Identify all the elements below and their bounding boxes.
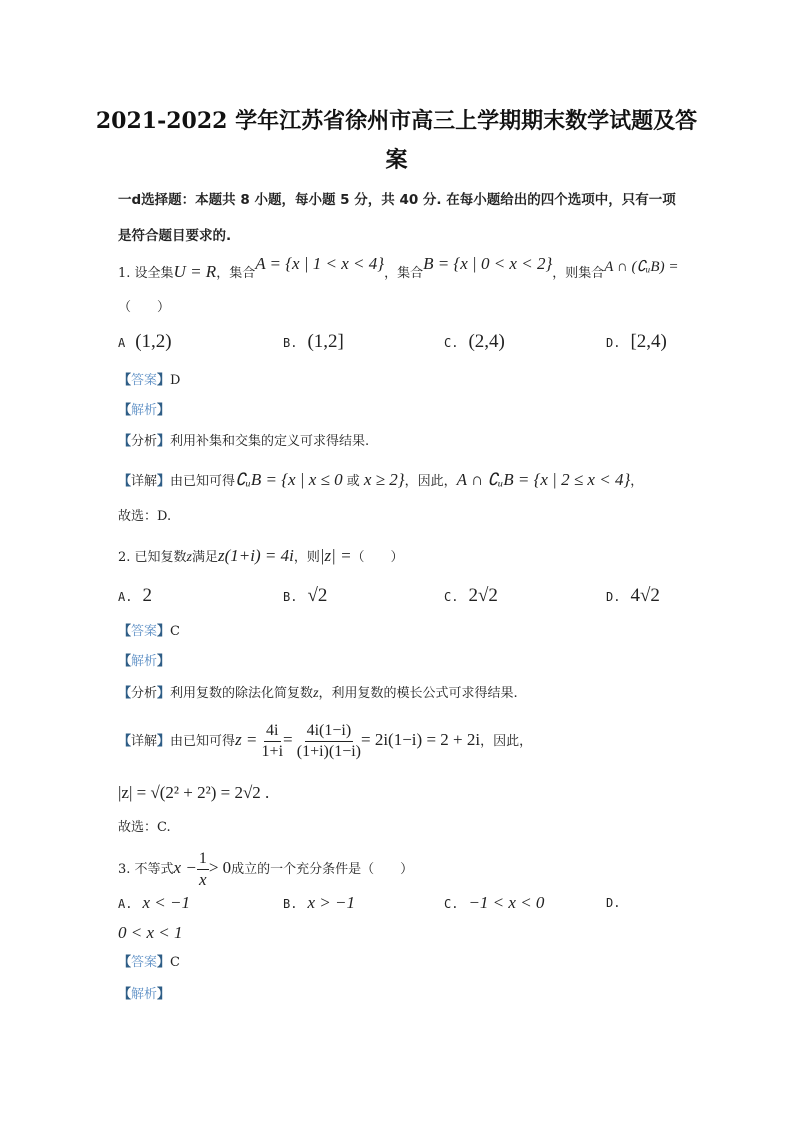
option-label: A. — [118, 590, 133, 604]
option-label: D. — [606, 896, 621, 910]
analysis-tag — [118, 985, 170, 1005]
option-value: 2√2 — [468, 585, 498, 606]
option-value: x < −1 — [142, 893, 190, 912]
math: A ∩ (∁ᵤB) = — [604, 259, 679, 275]
bracket: 】 — [157, 434, 171, 449]
fraction — [297, 721, 361, 762]
fenxi-line — [118, 432, 369, 452]
question-1-stem — [118, 254, 679, 284]
option-value: √2 — [307, 585, 328, 606]
xiangjie-label: 详解 — [131, 734, 158, 749]
numerator: 4i(1−i) — [305, 721, 354, 742]
option-a[interactable] — [118, 892, 190, 915]
conclusion: 故选：C. — [118, 820, 171, 835]
fenxi-label: 分析 — [131, 686, 158, 701]
math: A = {x | 1 < x < 4} — [255, 254, 385, 273]
section-header-cont: 是符合题目要求的. — [118, 228, 232, 244]
option-b[interactable] — [283, 585, 327, 608]
math: z(1+i) = 4i — [218, 546, 294, 565]
answer-tag: 答案 — [131, 624, 158, 639]
text: ，集合 — [384, 266, 424, 281]
bracket: 【 — [118, 373, 132, 388]
math: = — [283, 730, 293, 749]
bracket: 【 — [118, 654, 132, 669]
math: = 2i(1−i) = 2 + 2i — [361, 730, 481, 749]
bracket: 】 — [157, 654, 171, 669]
option-label: C. — [444, 590, 459, 604]
section-header: 一d选择题：本题共 8 小题，每小题 5 分，共 40 分. 在每小题给出的四个选项中，只有一项 — [118, 192, 676, 208]
question-3-stem — [118, 848, 413, 890]
numerator: 1 — [197, 849, 209, 870]
math: > 0 — [208, 858, 232, 877]
analysis-label: 解析 — [131, 654, 158, 669]
option-label: A. — [118, 897, 133, 911]
fenxi-label: 分析 — [131, 434, 158, 449]
bracket: 】 — [157, 403, 171, 418]
numerator: 4i — [264, 721, 280, 742]
bracket: 】 — [157, 955, 171, 970]
answer-line — [118, 371, 180, 391]
option-value: −1 < x < 0 — [468, 893, 545, 912]
bracket: 】 — [157, 624, 171, 639]
xiangjie-line — [118, 720, 532, 762]
text: 3. 不等式 — [118, 862, 174, 877]
answer-tag: 答案 — [131, 373, 158, 388]
modulus-line — [118, 783, 269, 805]
text: 由已知可得 — [170, 734, 236, 749]
option-d-value[interactable] — [118, 923, 183, 945]
text: ，因此， — [404, 474, 457, 489]
bracket: 【 — [118, 434, 132, 449]
answer-value: D — [170, 373, 181, 388]
bracket: 】 — [157, 987, 171, 1002]
question-1-paren: （ ） — [118, 300, 171, 315]
text: ，则 — [293, 550, 320, 565]
question-2-stem — [118, 546, 404, 568]
denominator: (1+i)(1−i) — [296, 743, 361, 760]
denominator: 1+i — [261, 743, 284, 760]
option-value: x > −1 — [307, 893, 355, 912]
option-label: C. — [444, 336, 459, 350]
option-c[interactable] — [444, 331, 505, 354]
option-label: C. — [444, 897, 459, 911]
math: A ∩ ∁ᵤB = {x | 2 ≤ x < 4} — [456, 470, 631, 489]
option-d[interactable] — [606, 892, 620, 914]
option-b[interactable] — [283, 331, 344, 354]
answer-value: C — [170, 955, 180, 970]
option-value: [2,4) — [630, 331, 667, 352]
text: 1. 设全集 — [118, 266, 174, 281]
fraction — [262, 721, 283, 762]
fenxi-line — [118, 684, 518, 704]
bracket: 【 — [118, 624, 132, 639]
math: U = R — [173, 262, 217, 281]
answer-line — [118, 953, 180, 973]
text: 或 — [342, 474, 364, 489]
math: x ≥ 2} — [363, 470, 405, 489]
document-title-line2: 案 — [385, 147, 408, 173]
xiangjie-line — [118, 470, 643, 492]
bracket: 【 — [118, 955, 132, 970]
bracket: 】 — [157, 734, 171, 749]
option-label: D. — [606, 590, 621, 604]
fraction — [197, 849, 209, 890]
math: |z| = √(2² + 2²) = 2√2 . — [118, 783, 270, 802]
bracket: 】 — [157, 686, 171, 701]
xiangjie-label: 详解 — [131, 474, 158, 489]
document-title-line1: 2021-2022 学年江苏省徐州市高三上学期期末数学试题及答 — [95, 108, 698, 134]
answer-value: C — [170, 624, 180, 639]
option-c[interactable] — [444, 585, 498, 608]
text: （ ） — [351, 550, 404, 565]
text: ，因此， — [480, 734, 533, 749]
bracket: 】 — [157, 474, 171, 489]
math: |z| = — [319, 546, 352, 565]
text: 利用复数的除法化简复数 — [170, 686, 314, 701]
text: ， — [630, 474, 644, 489]
bracket: 【 — [118, 474, 132, 489]
math: z — [186, 550, 192, 565]
analysis-tag — [118, 652, 170, 672]
bracket: 【 — [118, 403, 132, 418]
text: 满足 — [192, 550, 219, 565]
analysis-label: 解析 — [131, 987, 158, 1002]
option-d[interactable] — [606, 585, 660, 608]
conclusion: 故选：D. — [118, 509, 172, 524]
bracket: 【 — [118, 987, 132, 1002]
text: 由已知可得 — [170, 474, 236, 489]
option-label: B. — [283, 897, 298, 911]
option-d[interactable] — [606, 331, 667, 354]
denominator: x — [199, 870, 207, 889]
text: 2. 已知复数 — [118, 550, 187, 565]
answer-tag: 答案 — [131, 955, 158, 970]
option-a[interactable] — [118, 585, 152, 608]
option-a[interactable] — [118, 331, 172, 354]
option-label: D. — [606, 336, 621, 350]
text: 成立的一个充分条件是（ ） — [231, 862, 414, 877]
option-value: (1,2] — [307, 331, 344, 352]
bracket: 【 — [118, 734, 132, 749]
analysis-tag — [118, 401, 170, 421]
math: x − — [173, 858, 197, 877]
option-value: (1,2) — [135, 331, 172, 352]
math: ∁ᵤB = {x | x ≤ 0 — [235, 470, 343, 489]
bracket: 【 — [118, 686, 132, 701]
bracket: 】 — [157, 373, 171, 388]
option-c[interactable] — [444, 892, 544, 915]
text: ，集合 — [216, 266, 256, 281]
option-b[interactable] — [283, 892, 355, 915]
option-value: 2 — [142, 585, 152, 606]
math: z — [313, 686, 319, 701]
analysis-label: 解析 — [131, 403, 158, 418]
answer-line — [118, 622, 180, 642]
math: 0 < x < 1 — [118, 923, 183, 942]
math: z = — [235, 730, 258, 749]
option-label: B. — [283, 590, 298, 604]
fenxi-text: 利用补集和交集的定义可求得结果. — [170, 434, 370, 449]
option-value: (2,4) — [468, 331, 505, 352]
option-value: 4√2 — [630, 585, 660, 606]
text: ，则集合 — [552, 266, 605, 281]
option-label: A — [118, 336, 126, 350]
text: ，利用复数的模长公式可求得结果. — [318, 686, 518, 701]
math: B = {x | 0 < x < 2} — [423, 254, 553, 273]
option-label: B. — [283, 336, 298, 350]
